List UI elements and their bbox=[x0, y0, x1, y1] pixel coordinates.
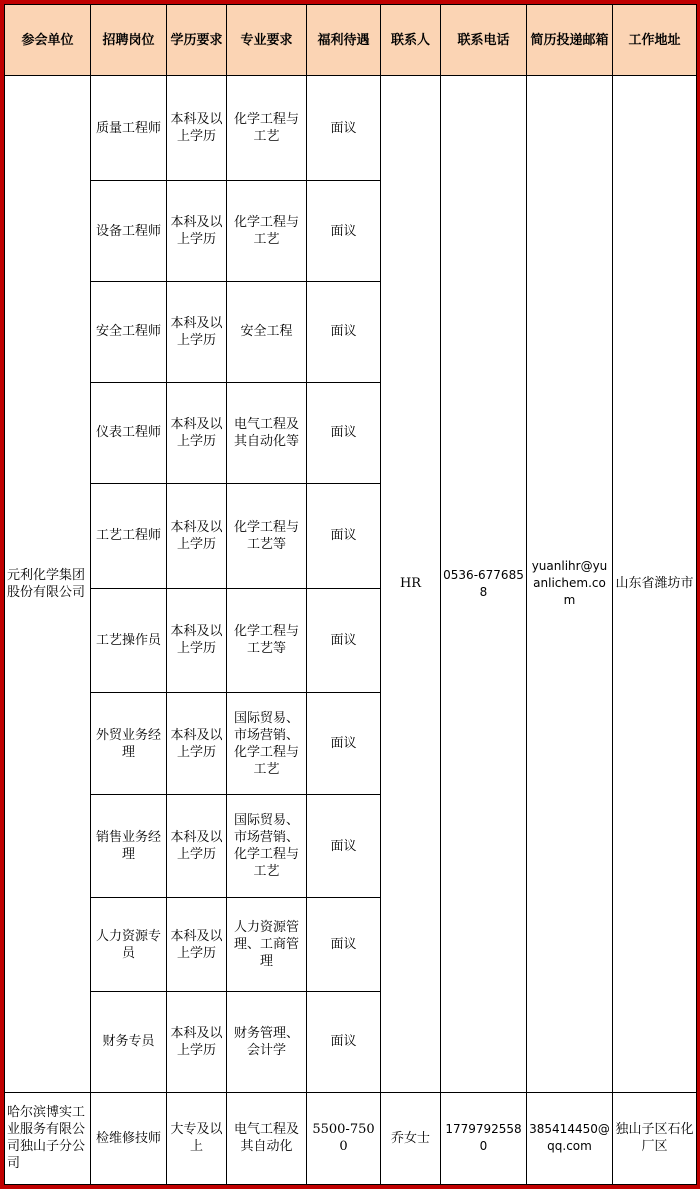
header-contact: 联系人 bbox=[381, 5, 441, 76]
position-title: 设备工程师 bbox=[91, 181, 167, 282]
company-name: 元利化学集团股份有限公司 bbox=[5, 76, 91, 1093]
major-requirement: 化学工程与工艺等 bbox=[227, 483, 307, 588]
salary: 面议 bbox=[307, 76, 381, 181]
position-title: 外贸业务经理 bbox=[91, 693, 167, 795]
header-company: 参会单位 bbox=[5, 5, 91, 76]
header-education: 学历要求 bbox=[167, 5, 227, 76]
header-salary: 福利待遇 bbox=[307, 5, 381, 76]
resume-email: 385414450@qq.com bbox=[527, 1092, 613, 1184]
position-title: 财务专员 bbox=[91, 991, 167, 1092]
education-requirement: 本科及以上学历 bbox=[167, 282, 227, 382]
salary: 5500-7500 bbox=[307, 1092, 381, 1184]
salary: 面议 bbox=[307, 483, 381, 588]
salary: 面议 bbox=[307, 382, 381, 483]
header-email: 简历投递邮箱 bbox=[527, 5, 613, 76]
header-phone: 联系电话 bbox=[441, 5, 527, 76]
education-requirement: 本科及以上学历 bbox=[167, 181, 227, 282]
position-title: 质量工程师 bbox=[91, 76, 167, 181]
salary: 面议 bbox=[307, 282, 381, 382]
position-title: 工艺工程师 bbox=[91, 483, 167, 588]
header-position: 招聘岗位 bbox=[91, 5, 167, 76]
position-title: 工艺操作员 bbox=[91, 588, 167, 692]
contact-person: HR bbox=[381, 76, 441, 1093]
major-requirement: 化学工程与工艺 bbox=[227, 76, 307, 181]
table-row bbox=[5, 76, 697, 181]
salary: 面议 bbox=[307, 181, 381, 282]
major-requirement: 化学工程与工艺等 bbox=[227, 588, 307, 692]
education-requirement: 本科及以上学历 bbox=[167, 483, 227, 588]
position-title: 销售业务经理 bbox=[91, 795, 167, 898]
education-requirement: 本科及以上学历 bbox=[167, 991, 227, 1092]
major-requirement: 国际贸易、市场营销、化学工程与工艺 bbox=[227, 693, 307, 795]
education-requirement: 本科及以上学历 bbox=[167, 588, 227, 692]
recruitment-table bbox=[4, 4, 697, 1185]
header-address: 工作地址 bbox=[613, 5, 697, 76]
table-row bbox=[5, 1092, 697, 1184]
header-row bbox=[5, 5, 697, 76]
education-requirement: 本科及以上学历 bbox=[167, 898, 227, 991]
major-requirement: 财务管理、会计学 bbox=[227, 991, 307, 1092]
major-requirement: 化学工程与工艺 bbox=[227, 181, 307, 282]
education-requirement: 本科及以上学历 bbox=[167, 382, 227, 483]
company-name: 哈尔滨博实工业服务有限公司独山子分公司 bbox=[5, 1092, 91, 1184]
contact-phone: 17797925580 bbox=[441, 1092, 527, 1184]
education-requirement: 本科及以上学历 bbox=[167, 795, 227, 898]
salary: 面议 bbox=[307, 991, 381, 1092]
major-requirement: 电气工程及其自动化 bbox=[227, 1092, 307, 1184]
header-major: 专业要求 bbox=[227, 5, 307, 76]
salary: 面议 bbox=[307, 898, 381, 991]
position-title: 人力资源专员 bbox=[91, 898, 167, 991]
position-title: 检维修技师 bbox=[91, 1092, 167, 1184]
salary: 面议 bbox=[307, 693, 381, 795]
salary: 面议 bbox=[307, 795, 381, 898]
work-address: 独山子区石化厂区 bbox=[613, 1092, 697, 1184]
major-requirement: 国际贸易、市场营销、化学工程与工艺 bbox=[227, 795, 307, 898]
major-requirement: 安全工程 bbox=[227, 282, 307, 382]
education-requirement: 大专及以上 bbox=[167, 1092, 227, 1184]
contact-person: 乔女士 bbox=[381, 1092, 441, 1184]
contact-phone: 0536-6776858 bbox=[441, 76, 527, 1093]
position-title: 仪表工程师 bbox=[91, 382, 167, 483]
major-requirement: 人力资源管理、工商管理 bbox=[227, 898, 307, 991]
education-requirement: 本科及以上学历 bbox=[167, 693, 227, 795]
major-requirement: 电气工程及其自动化等 bbox=[227, 382, 307, 483]
work-address: 山东省潍坊市 bbox=[613, 76, 697, 1093]
salary: 面议 bbox=[307, 588, 381, 692]
education-requirement: 本科及以上学历 bbox=[167, 76, 227, 181]
recruitment-table-frame bbox=[4, 4, 696, 1185]
resume-email: yuanlihr@yuanlichem.com bbox=[527, 76, 613, 1093]
position-title: 安全工程师 bbox=[91, 282, 167, 382]
